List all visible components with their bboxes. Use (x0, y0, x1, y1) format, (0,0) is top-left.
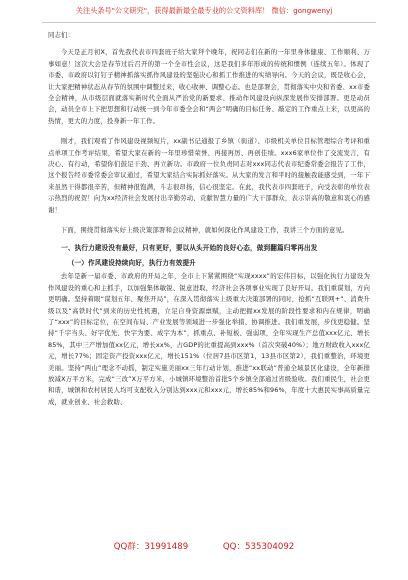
subsection-heading-1-1: （一）作风建设持续向好，执行力有效提升 (67, 258, 196, 267)
footer-qq-group: QQ群：31991489 (113, 542, 189, 552)
section-heading-1: 一、执行力建设没有最好，只有更好，要以从头开始的良好心态，做到翻篇归零再出发 (61, 243, 318, 252)
document-body (48, 30, 370, 408)
footer-qq: QQ：535304092 (222, 542, 295, 552)
header-banner: 关注头条号"公文研究"，获得最新最全最专业的公文资料库！ 微信：gongwenyj (75, 6, 333, 15)
footer-contact (0, 540, 408, 552)
greeting: 同志们： (48, 31, 75, 39)
paragraph-transition: 下面，围绕贯彻落实好上级决策部署和会议精神，就如何深化作风建设工作，我讲三个方面的意见。 (60, 226, 349, 235)
header-divider (42, 22, 376, 23)
paragraph-review: 刚才，我们观看了作风建设视频短片，xx副书记通报了乡镇（街道）、市级机关单位目标管理综合考评和重点单项工作考评结果，希望大家在新的一年里珍惜荣誉、再接再厉、再创佳绩。xxx6家单位作了交流发言，有决心、有行动，希望你们鼓足干劲、再立新功。市政府一位负责同志对xxx同志代表市纪委常委会报告了工作，这个报告经市委常委会审议通过，希望大家结合实际抓好落实。从大家的发言和平时的接触我能感受到，一年下来虽然干得都很辛苦，但精神很饱满，斗志很昂扬，信心很坚定。在此，我代表市四套班子，向受表彰的单位表示热烈的祝贺！向为xx经济社会发展付出辛勤劳动、贡献智慧力量的广大干部群众，表示崇高的敬意和衷心的感谢！ (48, 137, 370, 214)
paragraph-opening: 今天是正月初X，首先我代表市四套班子给大家拜个晚年，祝同志们在新的一年里身体健康、工作顺利、万事如意！这次大会是春节过后召开的第一个全市性会议，这是我们多年形成的传统和惯例（连续五年）。体现了市委、市政府以钉钉子精神抓落实抓作风建设的坚强决心和抓工作推进的实绩导向。今天的会议，既是收心会，让大家把精神状态从春节的氛围中调整过来，收心收神、调整心态。也是部署会，贯彻落实中央和省委、xx市委全会精神，从市级层面就落实新时代全面从严治党的新要求、推动作风建设向纵深发展作安排部署。更是动员会，动员全市上下把思想和行动统一到今年市委全会和“两会”明确的目标任务、敲定的工作重点上来，以更高的热情，更大的力度，投身新一年工作。 (48, 48, 370, 125)
paragraph-achievements: 去年是新一届市委、市政府的开局之年，全市上下紧紧围绕“实现xxxx”的宏伟目标，以强化执行力建设为作风建设的重心和主抓手，以加强集体敏锐、锐意进取，经济社会各项事业实现了良好开局。我们重谋划，方向更明确。坚持着眼“谋划五年、聚焦开局”，在深入贯彻落实上级重大决策部署的同时，抢抓“互联网+”、消费升级以及“高铁时代”到来的历史性机遇，立足自身资源禀赋，主动把握xx发展的阶段性要求和内在规律，明确了“xxx”的目标定位，在空间布局、产业发展等领域进一步强化举措、协调推进。我们重发展，步伐更稳健。坚持“千字当头、好字优先、快字为要、成字为本”，抓重点、补短板、强弱项，全年实现生产总值xxx亿元、增长85%，其中三产增加值xx亿元，增长xx%，占GDP的比重提高到xxx%（首次突破40%）；地方财政收入xxx亿元，增长77%；固定资产投资xxx亿元，增长151%（位居7县市区第1，13县市区第2），我们重整治，环境更美丽。坚持“两山”理念不动摇，制定实施美丽xx三年行动计划，推进“xx联动”普通全域景区化建设，全年新排放减X万平方米，完成“三改”X万平方米，小城镇环境整治首批5个乡镇全部通过省级验收。我们重民生，社会更和谐，城镇和农村居民人均可支配收入分别达到xxx元和xxx元，增长85%和96%，年度十大惠民实事高质量完成，就业创业、社会救助、 (48, 272, 370, 406)
